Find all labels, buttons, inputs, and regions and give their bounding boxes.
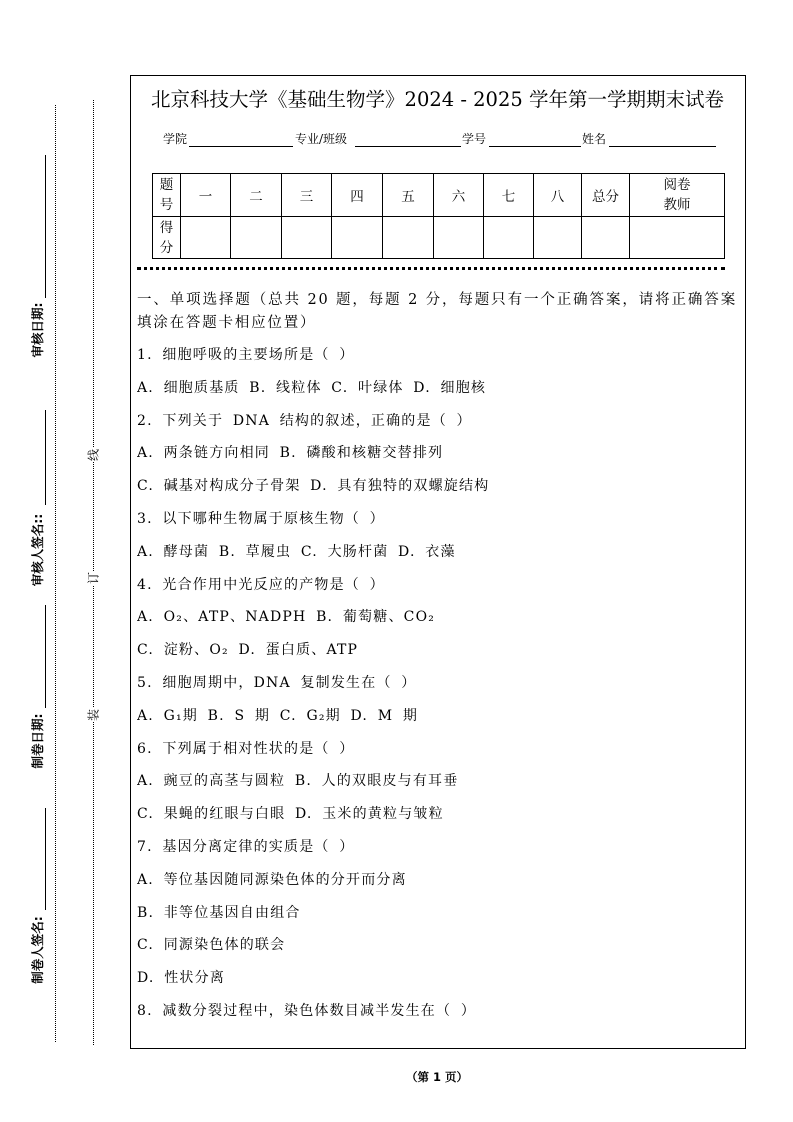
question-3-stem: 3. 以下哪种生物属于原核生物（ ）	[137, 510, 385, 527]
binding-mark-line: 线	[85, 448, 104, 462]
dotted-separator	[137, 267, 725, 270]
grader-label: 阅卷教师	[663, 177, 691, 213]
major-class-label: 专业/班级	[295, 132, 348, 146]
name-blank	[609, 146, 716, 147]
student-id-label: 学号	[462, 132, 487, 146]
score-cell-1	[181, 217, 231, 259]
question-number-label: 题号	[159, 177, 174, 213]
college-blank	[189, 146, 293, 147]
column-header-1: 一	[181, 174, 231, 217]
grader-header	[630, 174, 725, 217]
outer-dotted-line	[55, 105, 56, 1042]
question-6-options-ab: A. 豌豆的高茎与圆粒 B. 人的双眼皮与有耳垂	[137, 773, 459, 790]
question-1-options: A. 细胞质基质 B. 线粒体 C. 叶绿体 D. 细胞核	[137, 379, 487, 396]
score-cell-5	[383, 217, 434, 259]
binding-mark-staple: 订	[85, 571, 104, 585]
question-5-stem: 5. 细胞周期中，DNA 复制发生在（ ）	[137, 674, 417, 691]
question-3-options: A. 酵母菌 B. 草履虫 C. 大肠杆菌 D. 衣藻	[137, 543, 456, 560]
exam-title: 北京科技大学《基础生物学》2024 - 2025 学年第一学期期末试卷	[151, 88, 724, 111]
college-label: 学院	[163, 132, 188, 146]
score-table	[152, 173, 725, 259]
question-7-option-a: A. 等位基因随同源染色体的分开而分离	[137, 871, 407, 888]
question-7-option-d: D. 性状分离	[137, 970, 226, 987]
question-4-options-ab: A. O₂、ATP、NADPH B. 葡萄糖、CO₂	[137, 609, 436, 626]
page-number: （第 1 页）	[405, 1070, 468, 1084]
reviewer-signature-blank	[45, 410, 46, 505]
question-list	[137, 339, 737, 1028]
review-date-blank	[45, 155, 46, 298]
questions-section	[137, 289, 737, 1028]
grader-cell	[630, 217, 725, 259]
score-cell-2	[231, 217, 282, 259]
score-row-label: 得分	[159, 219, 174, 256]
score-table-score-row	[153, 217, 725, 259]
score-table-header-row	[153, 174, 725, 217]
column-header-3: 三	[282, 174, 332, 217]
name-label: 姓名	[582, 132, 607, 146]
prepare-date-label: 制卷日期:	[30, 713, 45, 769]
column-header-4: 四	[332, 174, 383, 217]
score-cell-8	[534, 217, 582, 259]
question-4-options-cd: C. 淀粉、O₂ D. 蛋白质、ATP	[137, 642, 359, 659]
prepare-date-blank	[45, 605, 46, 708]
score-row-header	[153, 217, 181, 259]
reviewer-signature-label: 审核人签名::	[30, 513, 45, 587]
question-2-stem: 2. 下列关于 DNA 结构的叙述，正确的是（ ）	[137, 412, 472, 429]
question-2-options-cd: C. 碱基对构成分子骨架 D. 具有独特的双螺旋结构	[137, 478, 490, 495]
score-cell-6	[434, 217, 484, 259]
score-cell-7	[484, 217, 534, 259]
score-cell-4	[332, 217, 383, 259]
major-class-blank	[355, 146, 461, 147]
binding-mark-bind: 装	[85, 708, 104, 722]
column-header-2: 二	[231, 174, 282, 217]
preparer-signature-blank	[45, 808, 46, 910]
score-cell-3	[282, 217, 332, 259]
column-header-7: 七	[484, 174, 534, 217]
student-id-blank	[489, 146, 581, 147]
question-7-option-c: C. 同源染色体的联会	[137, 937, 286, 954]
total-score-cell	[582, 217, 630, 259]
question-1-stem: 1. 细胞呼吸的主要场所是（ ）	[137, 347, 355, 363]
column-header-8: 八	[534, 174, 582, 217]
total-score-header: 总分	[582, 174, 630, 217]
question-8-stem: 8. 减数分裂过程中，染色体数目减半发生在（ ）	[137, 1002, 477, 1019]
question-6-stem: 6. 下列属于相对性状的是（ ）	[137, 740, 355, 757]
question-5-options: A. G₁期 B. S 期 C. G₂期 D. M 期	[137, 707, 419, 724]
question-7-option-b: B. 非等位基因自由组合	[137, 904, 301, 921]
review-date-label: 审核日期:	[30, 302, 45, 358]
question-2-options-ab: A. 两条链方向相同 B. 磷酸和核糖交替排列	[137, 445, 444, 462]
column-header-5: 五	[383, 174, 434, 217]
question-6-options-cd: C. 果蝇的红眼与白眼 D. 玉米的黄粒与皱粒	[137, 806, 444, 823]
section-heading: 一、单项选择题（总共 20 题，每题 2 分，每题只有一个正确答案，请将正确答案填涂在答题卡相应位置）	[137, 292, 737, 331]
column-header-6: 六	[434, 174, 484, 217]
question-7-stem: 7. 基因分离定律的实质是（ ）	[137, 838, 355, 855]
question-number-header	[153, 174, 181, 217]
preparer-signature-label: 制卷人签名:	[30, 916, 45, 984]
question-4-stem: 4. 光合作用中光反应的产物是（ ）	[137, 576, 385, 593]
